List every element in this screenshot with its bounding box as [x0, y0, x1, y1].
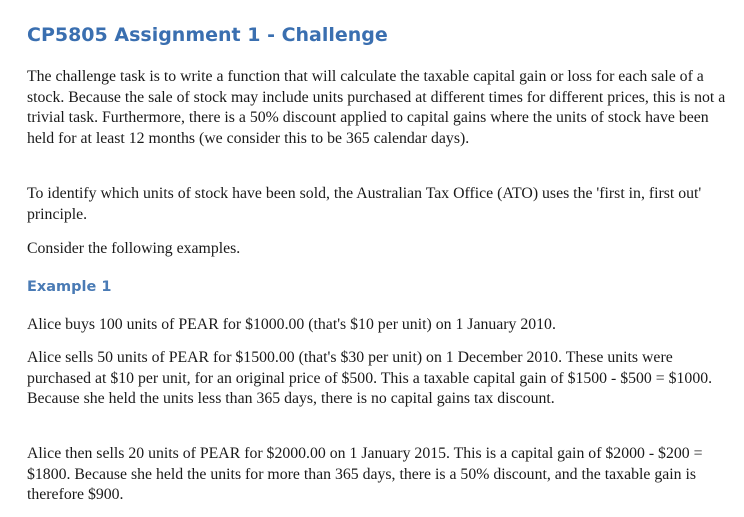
example-1-buy-paragraph: Alice buys 100 units of PEAR for $1000.00 (that's $10 per unit) on 1 January 2010.	[27, 316, 556, 333]
page-title: CP5805 Assignment 1 - Challenge	[27, 24, 388, 46]
fifo-paragraph: To identify which units of stock have been sold, the Australian Tax Office (ATO) uses the 'first in, first out' principle.	[27, 185, 702, 223]
example-1-heading: Example 1	[27, 279, 112, 295]
intro-paragraph: The challenge task is to write a function that will calculate the taxable capital gain or loss for each sale of a stock. Because the sale of stock may include units purchased at different times for different prices, this is not a trivial task. Furthermore, there is a 50% discount applied to capital gains where the units of stock have been held for at least 12 months (we consider this to be 365 calendar days).	[27, 68, 726, 148]
consider-paragraph: Consider the following examples.	[27, 240, 241, 257]
example-1-first-sale-paragraph: Alice sells 50 units of PEAR for $1500.00 (that's $30 per unit) on 1 December 2010. These units were purchased at $10 per unit, for an original price of $500. This a taxable capital gain of $1500 - $500 = $1000. Because she held the units less than 365 days, there is no capital gains tax discount.	[27, 349, 713, 408]
example-1-second-sale-paragraph: Alice then sells 20 units of PEAR for $2000.00 on 1 January 2015. This is a capital gain of $2000 - $200 = $1800. Because she held the units for more than 365 days, there is a 50% discount, and the taxable gain is therefore $900.	[27, 445, 703, 504]
